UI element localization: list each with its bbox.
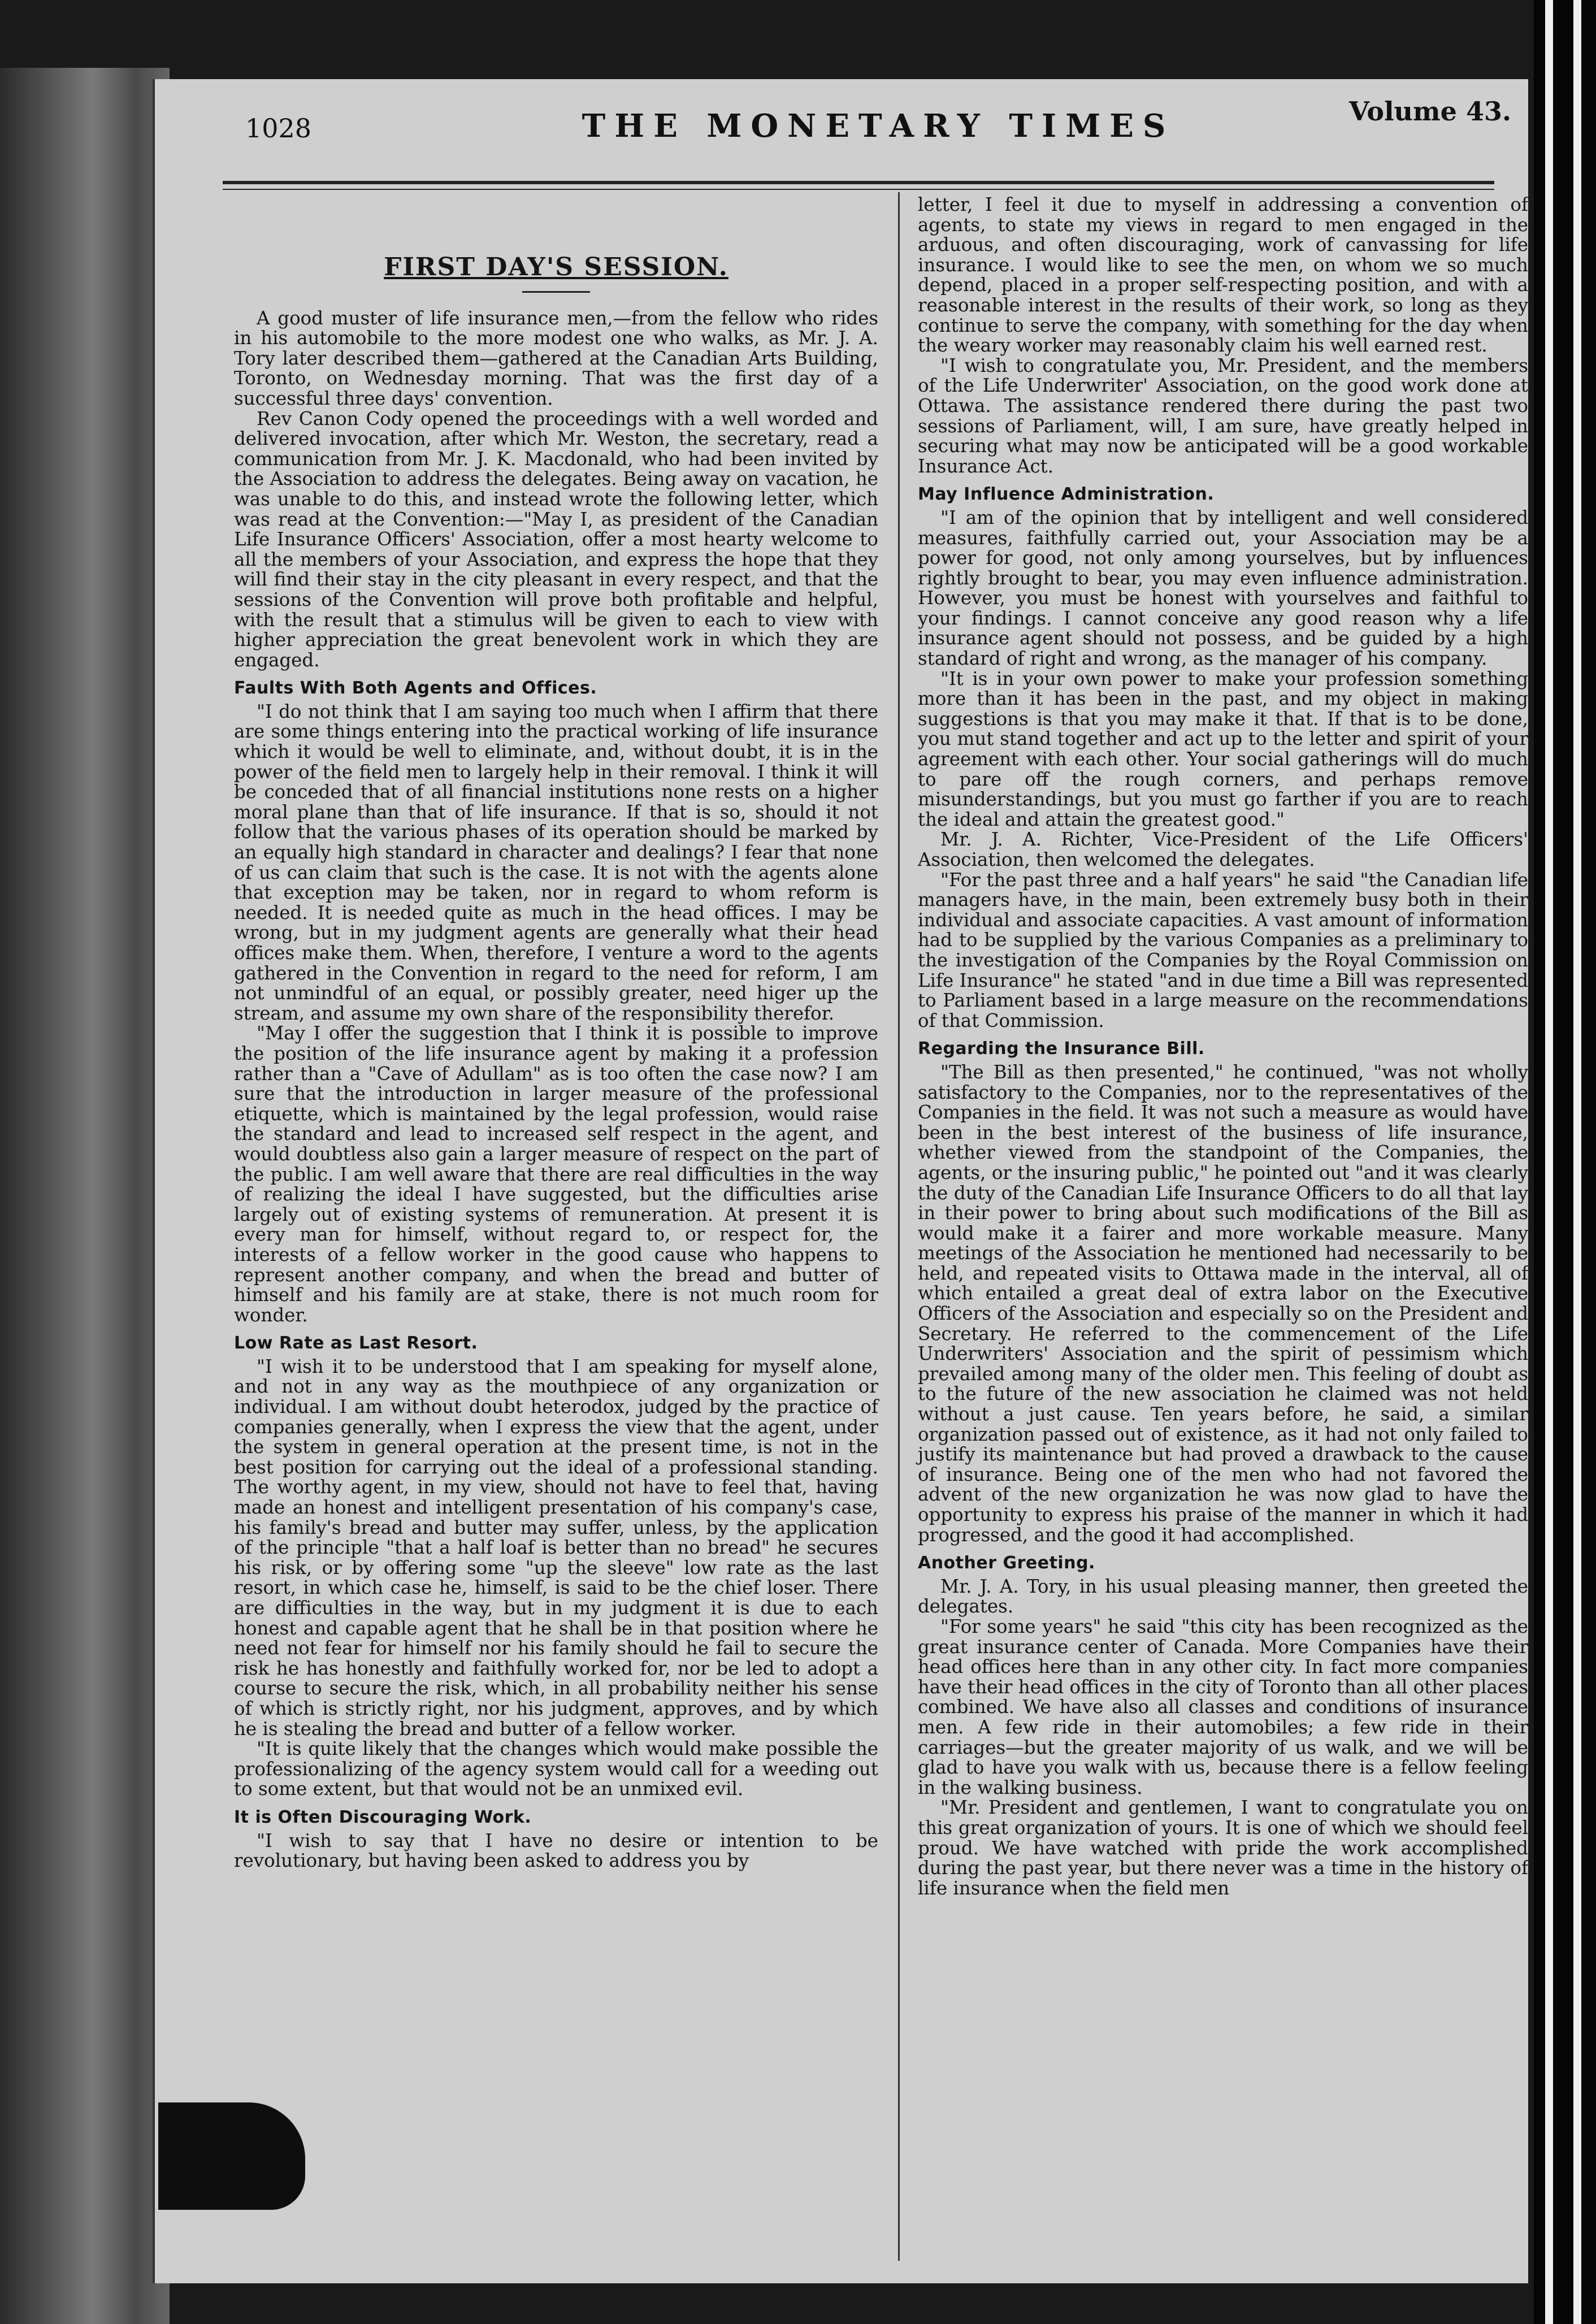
- paragraph: letter, I feel it due to myself in addressing a convention of agents, to state my views in regard to men engaged in the arduous, and often discouraging, work of canvassing for life insurance. I would like to see the men, on whom we so much depend, placed in a proper self-respecting position, and with a reasonable interest in the results of their work, so long as they continue to serve the company, with something for the day when the weary worker may reasonably claim his well earned rest.: [918, 194, 1528, 357]
- masthead: THE MONETARY TIMES: [582, 107, 1175, 145]
- paragraph: "I wish to say that I have no desire or intention to be revolutionary, but having been asked to address you by: [234, 1829, 878, 1872]
- paragraph: "It is in your own power to make your profession something more than it has been in the past, and my object in making suggestions is that you may make it that. If that is to be done, you mut stand together and act up to the letter and spirit of your agreement with each other. Your social gatherings will do much to pare off the rough corners, and perhaps remove misunderstandings, but you must go farther if you are to reach the ideal and attain the greatest good.": [918, 667, 1528, 830]
- paragraph: "The Bill as then presented," he continued, "was not wholly satisfactory to the Companies, nor to the representatives of the Companies in the field. It was not such a measure as would have been in the best interest of the business of life insurance, whether viewed from the standpoint of the Companies, the agents, or the insuring public," he pointed out "and it was clearly the duty of the Canadian Life Insurance Officers to do all that lay in their power to bring about such modifications of the Bill as would make it a fairer and more workable measure. Many meetings of the Association he mentioned had necessarily to be held, and repeated visits to Ottawa made in the interval, all of which entailed a great deal of extra labor on the Executive Officers of the Association and especially so on the President and Secretary. He referred to the commencement of the Life Underwriters' Association and the spirit of pessimism which prevailed among many of the older men. This feeling of doubt as to the future of the new association he claimed was not held without a just cause. Ten years before, he said, a similar organization passed out of existence, as it had not only failed to justify its maintenance but had proved a drawback to the cause of insurance. Being one of the men who had not favored the advent of the new organization he was now glad to have the opportunity to express his praise of the manner in which it had progressed, and the good it had accomplished.: [918, 1061, 1528, 1546]
- page-number: 1028: [245, 113, 312, 144]
- right-column: [918, 195, 1528, 1898]
- paragraph: Mr. J. A. Tory, in his usual pleasing manner, then greeted the delegates.: [918, 1575, 1528, 1618]
- paragraph: "I wish it to be understood that I am speaking for myself alone, and not in any way as the mouthpiece of any organization or individual. I am without doubt heterodox, judged by the practice of companies generally, when I express the view that the agent, under the system in general operation at the present time, is not in the best position for carrying out the ideal of a professional standing. The worthy agent, in my view, should not have to feel that, having made an honest and intelligent presentation of his company's case, his family's bread and butter may suffer, unless, by the application of the principle "that a half loaf is better than no bread" he secures his risk, or by offering some "up the sleeve" low rate as the last resort, in which case he, himself, is said to be the chief loser. There are difficulties in the way, but in my judgment it is due to each honest and capable agent that he shall be in that position where he need not fear for himself nor his family should he fail to secure the risk he has honestly and faithfully worked for, nor be led to adopt a course to secure the risk, which, in all probability neither his sense of which is strictly right, nor his judgment, approves, and by which he is stealing the bread and butter of a fellow worker.: [234, 1355, 878, 1740]
- paragraph: Mr. J. A. Richter, Vice-President of the Life Officers' Association, then welcomed the delegates.: [918, 829, 1528, 870]
- column-divider: [898, 192, 900, 2261]
- paragraph: "I wish to congratulate you, Mr. President, and the members of the Life Underwriter' Association, on the good work done at Ottawa. The assistance rendered there during the past two sessions of Parliament, will, I am sure, have greatly helped in securing what may now be anticipated will be a good workable Insurance Act.: [918, 354, 1528, 477]
- scanner-thumb: [158, 2102, 305, 2210]
- volume-label: Volume 43.: [1348, 96, 1511, 127]
- scanner-edge: [1534, 0, 1596, 2324]
- title-rule: [522, 291, 590, 293]
- paragraph: "May I offer the suggestion that I think it is possible to improve the position of the life insurance agent by making it a profession rather than a "Cave of Adullam" as is too often the case now? I am sure that the introduction in larger measure of the professional etiquette, which is maintained by the legal profession, would raise the standard and lead to increased self respect in the agent, and would doubtless also gain a larger measure of respect on the part of the public. I am well aware that there are real difficulties in the way of realizing the ideal I have suggested, but the difficulties arise largely out of existing systems of remuneration. At present it is every man for himself, without regard to, or respect for, the interests of a fellow worker in the good cause who happens to represent another company, and when the bread and butter of himself and his family are at stake, there is not much room for wonder.: [234, 1022, 878, 1326]
- book-binding: [0, 68, 170, 2324]
- newspaper-page: [153, 79, 1528, 2283]
- page-header: [245, 96, 1511, 164]
- paragraph: A good muster of life insurance men,—from the fellow who rides in his automobile to the more modest one who walks, as Mr. J. A. Tory later described them—gathered at the Canadian Arts Building, Toronto, on Wednesday morning. That was the first day of a successful three days' convention.: [234, 307, 878, 409]
- subheading: Low Rate as Last Resort.: [234, 1333, 478, 1354]
- left-column: [234, 195, 878, 1871]
- paragraph: Rev Canon Cody opened the proceedings with a well worded and delivered invocation, after which Mr. Weston, the secretary, read a communication from Mr. J. K. Macdonald, who had been invited by the Association to address the delegates. Being away on vacation, he was unable to do this, and instead wrote the following letter, which was read at the Convention:—"May I, as president of the Canadian Life Insurance Officers' Association, offer a most hearty welcome to all the members of your Association, and express the hope that they will find their stay in the city pleasant in every respect, and that the sessions of the Convention will prove both profitable and helpful, with the result that a stimulus will be given to each to view with higher appreciation the great benevolent work in which they are engaged.: [234, 407, 878, 671]
- paragraph: "It is quite likely that the changes which would make possible the professionalizing of the agency system would call for a weeding out to some extent, but that would not be an unmixed evil.: [234, 1738, 878, 1800]
- paragraph: "I do not think that I am saying too much when I affirm that there are some things entering into the practical working of life insurance which it would be well to eliminate, and, without doubt, it is in the power of the field men to largely help in their removal. I think it will be conceded that of all financial institutions none rests on a higher moral plane than that of life insurance. If that is so, should it not follow that the various phases of its operation should be marked by an equally high standard in character and dealings? I fear that none of us can claim that such is the case. It is not with the agents alone that exception may be taken, nor in regard to whom reform is needed. It is needed quite as much in the head offices. I may be wrong, but in my judgment agents are generally what their head offices make them. When, therefore, I venture a word to the agents gathered in the Convention in regard to the need for reform, I am not unmindful of an equal, or possibly greater, need higer up the stream, and assume my own share of the responsibility therefor.: [234, 700, 878, 1024]
- subheading: Another Greeting.: [918, 1553, 1095, 1573]
- paragraph: "For some years" he said "this city has been recognized as the great insurance center of Canada. More Companies have their head offices here than in any other city. In fact more companies have their head offices in the city of Toronto than all other places combined. We have also all classes and conditions of insurance men. A few ride in their automobiles; a few ride in their carriages—but the greater majority of us walk, and we will be glad to have you walk with us, because there is a fellow feeling in the walking business.: [918, 1615, 1528, 1798]
- paragraph: "Mr. President and gentlemen, I want to congratulate you on this great organization of yours. It is one of which we should feel proud. We have watched with pride the work accomplished during the past year, but there never was a time in the history of life insurance when the field men: [918, 1797, 1528, 1899]
- header-rule-thin: [223, 189, 1494, 190]
- header-rule: [223, 181, 1494, 184]
- paragraph: "I am of the opinion that by intelligent and well considered measures, faithfully carried out, your Association may be a power for good, not only among yourselves, but by influences rightly brought to bear, you may even influence administration. However, you must be honest with yourselves and faithful to your findings. I cannot conceive any good reason why a life insurance agent should not possess, and be guided by a high standard of right and wrong, as the manager of his company.: [918, 506, 1528, 670]
- subheading: Faults With Both Agents and Offices.: [234, 678, 597, 699]
- article-title: FIRST DAY'S SESSION.: [384, 253, 728, 281]
- subheading: May Influence Administration.: [918, 484, 1215, 505]
- paragraph: "For the past three and a half years" he said "the Canadian life managers have, in the main, been extremely busy both in their individual and associate capacities. A vast amount of information had to be supplied by the various Companies as a preliminary to the investigation of the Companies by the Royal Commission on Life Insurance" he stated "and in due time a Bill was represented to Parliament based in a large measure on the recommendations of that Commission.: [918, 869, 1528, 1031]
- subheading: It is Often Discouraging Work.: [234, 1807, 532, 1827]
- subheading: Regarding the Insurance Bill.: [918, 1039, 1205, 1059]
